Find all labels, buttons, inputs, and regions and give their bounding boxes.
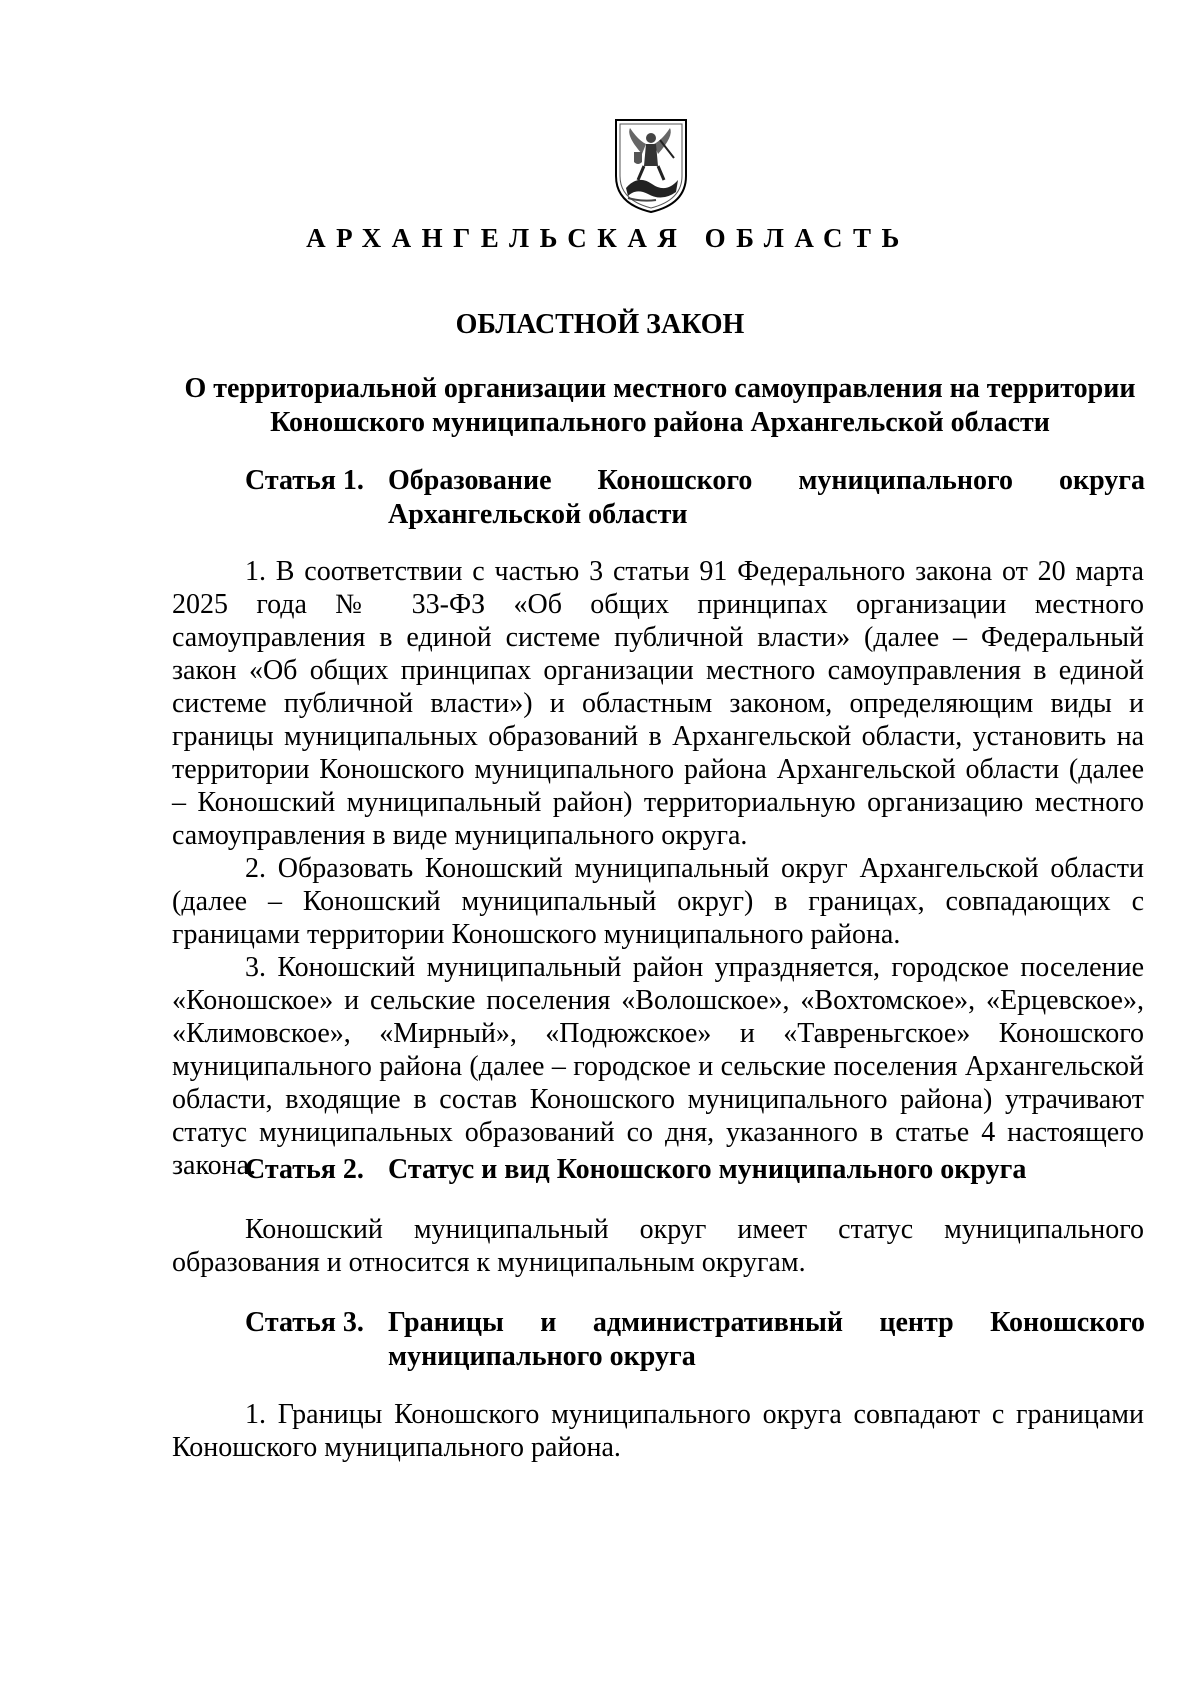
article-1-title: Образование Коношского муниципального округа Архангельской области <box>388 465 1145 530</box>
article-3-number: Статья 3. <box>245 1307 364 1338</box>
article-2-body <box>172 1213 1144 1279</box>
article-3-body <box>172 1398 1144 1464</box>
article-2-heading <box>245 1153 1145 1187</box>
law-title: О территориальной организации местного самоуправления на территории Коношского муниципального района Архангельской области <box>184 373 1136 438</box>
article-3-title: Границы и административный центр Коношского муниципального округа <box>388 1307 1145 1372</box>
article-2-title: Статус и вид Коношского муниципального округа <box>388 1154 1027 1185</box>
article-2-number: Статья 2. <box>245 1154 364 1185</box>
coat-of-arms-icon <box>612 114 690 214</box>
article-3-paragraph-1: 1. Границы Коношского муниципального округа совпадают с границами Коношского муниципального района. <box>172 1399 1144 1463</box>
article-1-number: Статья 1. <box>245 465 364 496</box>
region-name: АРХАНГЕЛЬСКАЯ ОБЛАСТЬ <box>306 223 910 253</box>
article-1-paragraph-3: 3. Коношский муниципальный район упраздняется, городское поселение «Коношское» и сельские поселения «Волошское», «Вохтомское», «Ерцевское», «Климовское», «Мирный», «Подюжское» и «Тавреньгское» Коношского муниципального района (далее – городское и сельские поселения Архангельской области, входящие в состав Коношского муниципального района) утрачивают статус муниципальных образований со дня, указанного в статье 4 настоящего закона. <box>172 952 1144 1181</box>
article-1-paragraph-2: 2. Образовать Коношский муниципальный округ Архангельской области (далее – Коношский муниципальный округ) в границах, совпадающих с границами территории Коношского муниципального района. <box>172 853 1144 950</box>
article-1-paragraph-1: 1. В соответствии с частью 3 статьи 91 Федерального закона от 20 марта 2025 года № 33-ФЗ «Об общих принципах организации местного самоуправления в единой системе публичной власти» (далее – Федеральный закон «Об общих принципах организации местного самоуправления в единой системе публичной власти») и областным законом, определяющим виды и границы муниципальных образований в Архангельской области, установить на территории Коношского муниципального района Архангельской области (далее – Коношский муниципальный район) территориальную организацию местного самоуправления в виде муниципального округа. <box>172 556 1144 851</box>
article-1-body <box>172 555 1144 1182</box>
article-2-paragraph-1: Коношский муниципальный округ имеет статус муниципального образования и относится к муниципальным округам. <box>172 1214 1144 1278</box>
document-type: ОБЛАСТНОЙ ЗАКОН <box>455 309 745 340</box>
article-3-heading <box>245 1306 1145 1374</box>
article-1-heading <box>245 464 1145 532</box>
